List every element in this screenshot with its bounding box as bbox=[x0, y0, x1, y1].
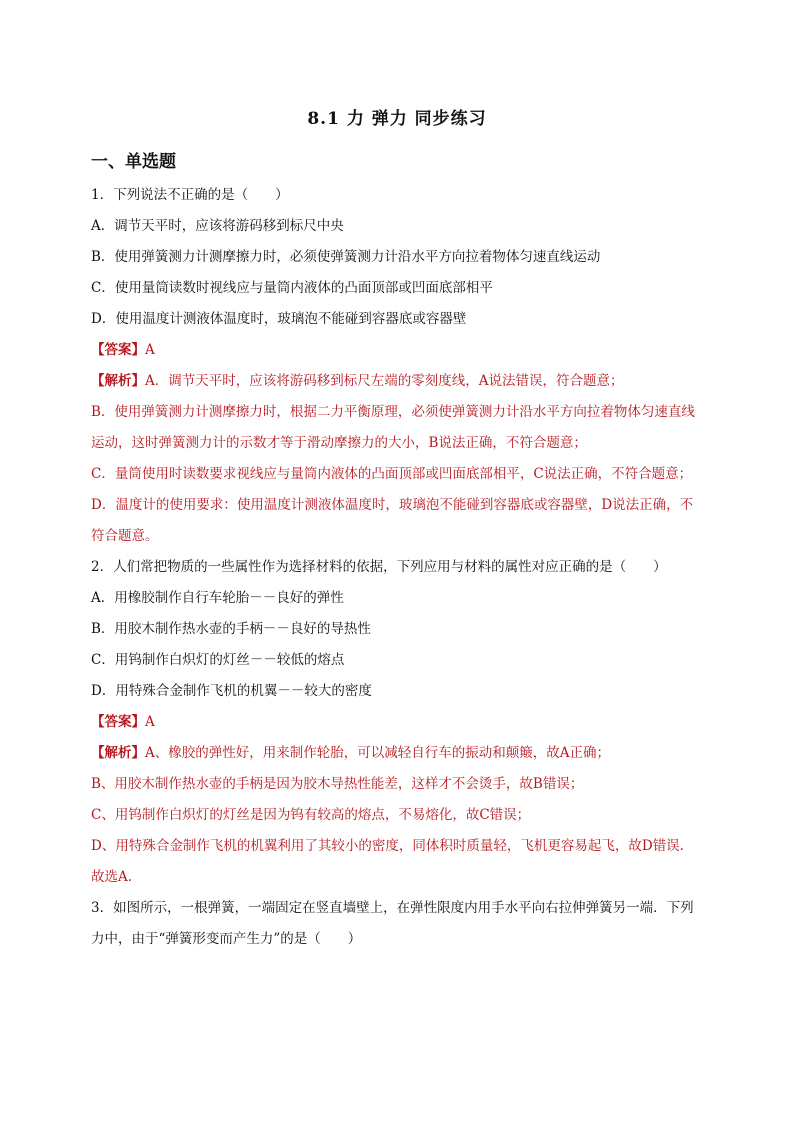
question-1-answer bbox=[91, 335, 703, 366]
analysis-text: A、橡胶的弹性好，用来制作轮胎，可以减轻自行车的振动和颠簸，故A正确； bbox=[145, 745, 610, 761]
question-1-option-b: B．使用弹簧测力计测摩擦力时，必须使弹簧测力计沿水平方向拉着物体匀速直线运动 bbox=[91, 249, 601, 265]
question-1-stem: 1．下列说法不正确的是（ ） bbox=[91, 187, 289, 203]
analysis-tag: 【解析】 bbox=[91, 745, 145, 761]
question-2-stem: 2．人们常把物质的一些属性作为选择材料的依据，下列应用与材料的属性对应正确的是（ ） bbox=[91, 559, 667, 575]
section-heading: 一、单选题 bbox=[91, 152, 176, 172]
question-1-option-d: D．使用温度计测液体温度时，玻璃泡不能碰到容器底或容器壁 bbox=[91, 311, 467, 327]
question-2-answer bbox=[91, 707, 703, 738]
question-1-option-a: A．调节天平时，应该将游码移到标尺中央 bbox=[91, 218, 344, 234]
question-2-option-b: B．用胶木制作热水壶的手柄－－良好的导热性 bbox=[91, 621, 371, 637]
question-1-analysis-a bbox=[91, 366, 703, 397]
question-2-option-c: C．用钨制作白炽灯的灯丝－－较低的熔点 bbox=[91, 652, 345, 668]
analysis-tag: 【解析】 bbox=[91, 373, 145, 389]
analysis-text: A．调节天平时，应该将游码移到标尺左端的零刻度线，A说法错误，符合题意； bbox=[145, 373, 624, 389]
answer-value: A bbox=[145, 342, 155, 358]
question-1-analysis-b: B．使用弹簧测力计测摩擦力时，根据二力平衡原理，必须使弹簧测力计沿水平方向拉着物体匀速直线运动，这时弹簧测力计的示数才等于滑动摩擦力的大小，B说法正确，不符合题意； bbox=[91, 404, 695, 451]
question-1-analysis-d: D．温度计的使用要求：使用温度计测液体温度时，玻璃泡不能碰到容器底或容器壁，D说法正确，不符合题意。 bbox=[91, 497, 694, 544]
question-2-analysis-b: B、用胶木制作热水壶的手柄是因为胶木导热性能差，这样才不会烫手，故B错误； bbox=[91, 776, 584, 792]
question-list bbox=[91, 180, 703, 955]
question-2-analysis-d: D、用特殊合金制作飞机的机翼利用了其较小的密度，同体积时质量轻，飞机更容易起飞，故D错误. bbox=[91, 838, 684, 854]
question-2-option-a: A．用橡胶制作自行车轮胎－－良好的弹性 bbox=[91, 590, 344, 606]
answer-value: A bbox=[145, 714, 155, 730]
answer-tag: 【答案】 bbox=[91, 714, 145, 730]
question-1-option-c: C．使用量筒读数时视线应与量筒内液体的凸面顶部或凹面底部相平 bbox=[91, 280, 493, 296]
question-3-stem: 3．如图所示，一根弹簧，一端固定在竖直墙壁上，在弹性限度内用手水平向右拉伸弹簧另一端．下列力中，由于“弹簧形变而产生力”的是（ ） bbox=[91, 900, 694, 947]
page-title: 8.1 力 弹力 同步练习 bbox=[307, 109, 487, 129]
question-2-analysis-a bbox=[91, 738, 703, 769]
answer-tag: 【答案】 bbox=[91, 342, 145, 358]
question-2-analysis-c: C、用钨制作白炽灯的灯丝是因为钨有较高的熔点，不易熔化，故C错误； bbox=[91, 807, 531, 823]
question-2-conclusion: 故选A. bbox=[91, 869, 133, 885]
question-1-analysis-c: C．量筒使用时读数要求视线应与量筒内液体的凸面顶部或凹面底部相平，C说法正确，不符合题意； bbox=[91, 466, 693, 482]
question-2-option-d: D．用特殊合金制作飞机的机翼－－较大的密度 bbox=[91, 683, 372, 699]
